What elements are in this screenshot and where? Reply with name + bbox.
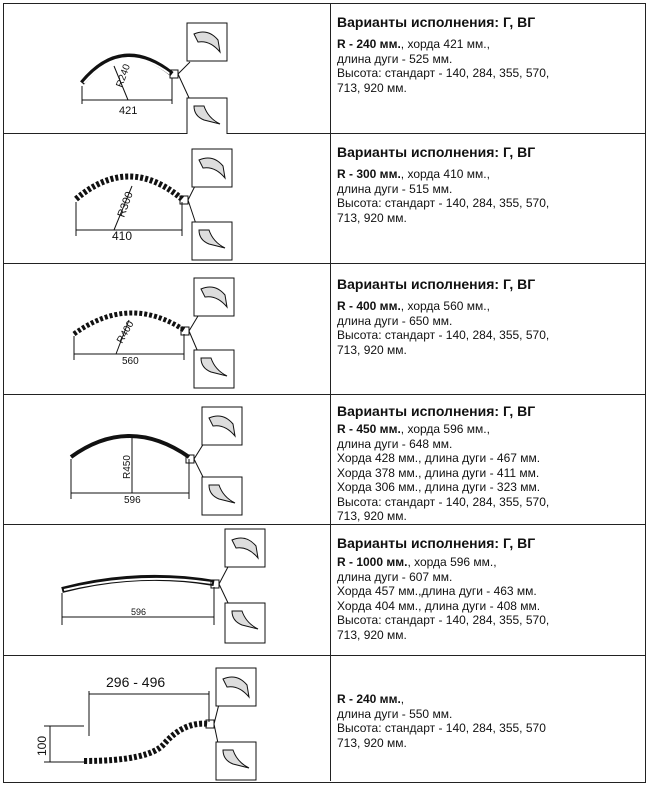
chord-dim-label: 421	[119, 105, 138, 117]
height-dim-label: 100	[35, 735, 49, 756]
radius-dim-label: R300	[115, 190, 136, 220]
spec-line: R - 1000 мм., хорда 596 мм.,	[337, 555, 497, 569]
spec-line: длина дуги - 607 мм.	[337, 569, 453, 584]
variant-title: Варианты исполнения: Г, ВГ	[337, 403, 536, 419]
arc-drawing	[4, 656, 331, 781]
spec-line: 713, 920 мм.	[337, 627, 407, 642]
spec-line: R - 240 мм., хорда 421 мм.,	[337, 37, 490, 51]
arc-drawing	[4, 395, 331, 524]
spec-line: Хорда 306 мм., длина дуги - 323 мм.	[337, 480, 541, 494]
chord-dim-label: 410	[112, 229, 133, 243]
spec-line: Хорда 404 мм., длина дуги - 408 мм.	[337, 598, 541, 613]
spec-line: длина дуги - 550 мм.	[337, 706, 453, 721]
spec-line: длина дуги - 515 мм.	[337, 181, 453, 196]
variant-title: Варианты исполнения: Г, ВГ	[337, 535, 536, 551]
spec-line: Высота: стандарт - 140, 284, 355, 570	[337, 721, 546, 735]
variant-description	[337, 403, 639, 524]
chord-dim-label: 560	[122, 356, 139, 367]
spec-line: Высота: стандарт - 140, 284, 355, 570,	[337, 613, 550, 627]
variant-title: Варианты исполнения: Г, ВГ	[337, 144, 536, 160]
variants-table	[3, 3, 646, 783]
table-row	[4, 395, 645, 525]
arc-r400-diagram	[4, 264, 331, 395]
arc-r300-diagram	[4, 134, 331, 264]
variant-title: Варианты исполнения: Г, ВГ	[337, 276, 536, 292]
spec-line: длина дуги - 650 мм.	[337, 313, 453, 328]
spec-line: длина дуги - 648 мм.	[337, 436, 453, 451]
chord-dim-label: 596	[131, 607, 147, 617]
table-row	[4, 4, 645, 134]
arc-drawing	[4, 134, 331, 263]
spec-line: R - 240 мм.,	[337, 692, 405, 706]
variant-description	[337, 692, 639, 750]
spec-line: Высота: стандарт - 140, 284, 355, 570,	[337, 196, 550, 210]
arc-drawing	[4, 4, 331, 133]
radius-dim-label: R450	[122, 455, 133, 479]
table-row	[4, 264, 645, 395]
radius-dim-label: R240	[114, 62, 133, 90]
spec-line: Хорда 378 мм., длина дуги - 411 мм.	[337, 465, 540, 480]
spec-line: 713, 920 мм.	[337, 342, 407, 357]
arc-drawing	[4, 525, 331, 655]
spec-line: Высота: стандарт - 140, 284, 355, 570,	[337, 494, 550, 509]
spec-line: Высота: стандарт - 140, 284, 355, 570,	[337, 66, 550, 80]
wave-r240-diagram	[4, 656, 331, 781]
arc-r240-diagram	[4, 4, 331, 134]
spec-line: Высота: стандарт - 140, 284, 355, 570,	[337, 328, 550, 342]
chord-dim-label: 296 - 496	[106, 674, 166, 690]
table-row	[4, 656, 645, 781]
arc-r1000-diagram	[4, 525, 331, 656]
arc-r450-diagram	[4, 395, 331, 525]
variant-description	[337, 276, 639, 357]
arc-drawing	[4, 264, 331, 394]
table-row	[4, 134, 645, 264]
chord-dim-label: 596	[124, 495, 141, 506]
spec-line: Хорда 428 мм., длина дуги - 467 мм.	[337, 451, 541, 465]
spec-line: длина дуги - 525 мм.	[337, 51, 453, 66]
spec-line: 713, 920 мм.	[337, 509, 407, 523]
radius-dim-label: R400	[115, 319, 137, 346]
spec-line: 713, 920 мм.	[337, 735, 407, 750]
variant-title: Варианты исполнения: Г, ВГ	[337, 14, 536, 30]
spec-line: R - 300 мм., хорда 410 мм.,	[337, 167, 490, 181]
variant-description	[337, 14, 639, 95]
variant-description	[337, 144, 639, 225]
spec-line: R - 450 мм., хорда 596 мм.,	[337, 422, 490, 436]
spec-line: 713, 920 мм.	[337, 210, 407, 225]
spec-line: Хорда 457 мм.,длина дуги - 463 мм.	[337, 584, 537, 598]
spec-line: R - 400 мм., хорда 560 мм.,	[337, 299, 490, 313]
variant-description	[337, 535, 639, 642]
spec-line: 713, 920 мм.	[337, 80, 407, 95]
table-row	[4, 525, 645, 656]
